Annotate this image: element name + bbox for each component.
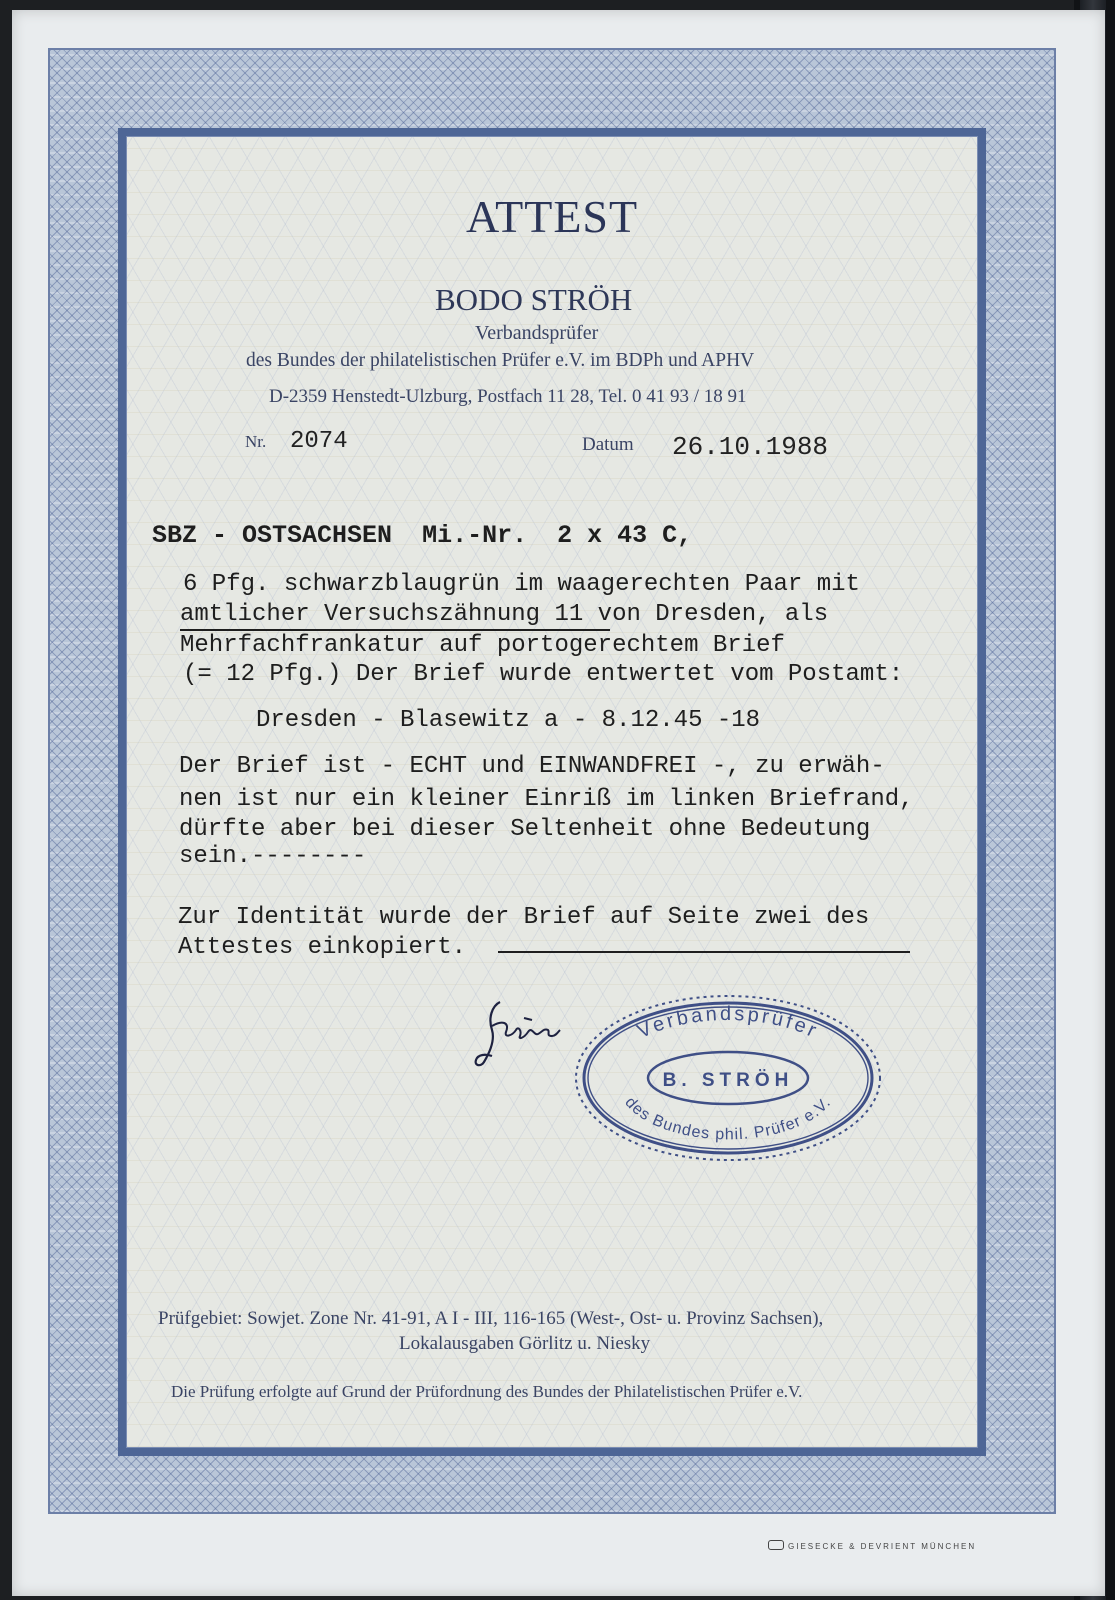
certificate-title: ATTEST [466,191,639,242]
stamp-drawing [568,988,888,1168]
description-line-4: (= 12 Pfg.) Der Brief wurde entwertet vom Postamt: [183,661,904,688]
heading-area: SBZ - OSTSACHSEN [152,521,393,550]
date-label: Datum [582,434,634,455]
printer-logo-icon [768,1540,784,1550]
description-line-1: 6 Pfg. schwarzblaugrün im waagerechten Paar mit [183,571,860,598]
verdict-line-4: sein.-------- [179,843,367,870]
signature-drawing [462,996,572,1076]
basis-line: Die Prüfung erfolgte auf Grund der Prüfordnung des Bundes der Philatelistischen Prüfer e.V. [171,1382,803,1401]
postmark-line: Dresden - Blasewitz a - 8.12.45 -18 [256,707,761,734]
number-value: 2074 [290,428,348,455]
association-line: des Bundes der philatelistischen Prüfer e.V. im BDPh und APHV [246,350,755,371]
examiner-name: BODO STRÖH [435,282,633,317]
address-line: D-2359 Henstedt-Ulzburg, Postfach 11 28, Tel. 0 41 93 / 18 91 [269,386,747,407]
heading-catalog: Mi.-Nr. 2 x 43 C, [422,521,693,550]
verdict-line-3: dürfte aber bei dieser Seltenheit ohne Bedeutung [179,816,871,843]
examiner-signature [462,996,572,1081]
scope-line-1: Prüfgebiet: Sowjet. Zone Nr. 41-91, A I - III, 116-165 (West-, Ost- u. Provinz Sachsen), [158,1308,824,1329]
stamp-bottom-text: des Bundes phil. Prüfer e.V. [621,1094,835,1144]
identity-line-2: Attestes einkopiert. [178,934,467,961]
description-line-2: amtlicher Versuchszähnung 11 von Dresden, als [180,601,829,628]
stamp-center-text: B. STRÖH [662,1070,794,1091]
date-value: 26.10.1988 [672,432,829,462]
stamp-top-text: Verbandsprüfer [634,1002,823,1044]
number-label: Nr. [245,432,267,451]
printer-imprint: GIESECKE & DEVRIENT MÜNCHEN [788,1542,977,1551]
scope-line-2: Lokalausgaben Görlitz u. Niesky [399,1333,651,1354]
verdict-line-1: Der Brief ist - ECHT und EINWANDFREI -, zu erwäh- [179,753,885,780]
identity-underline [498,951,910,953]
stamp-heading [152,521,692,550]
description-line-3: Mehrfachfrankatur auf portogerechtem Brief [180,632,785,659]
verdict-line-2: nen ist nur ein kleiner Einriß im linken Briefrand, [179,786,914,813]
identity-line-1: Zur Identität wurde der Brief auf Seite zwei des [178,904,870,931]
examiner-role: Verbandsprüfer [475,322,599,344]
examiner-oval-stamp [568,988,888,1173]
description-underline [180,629,610,631]
